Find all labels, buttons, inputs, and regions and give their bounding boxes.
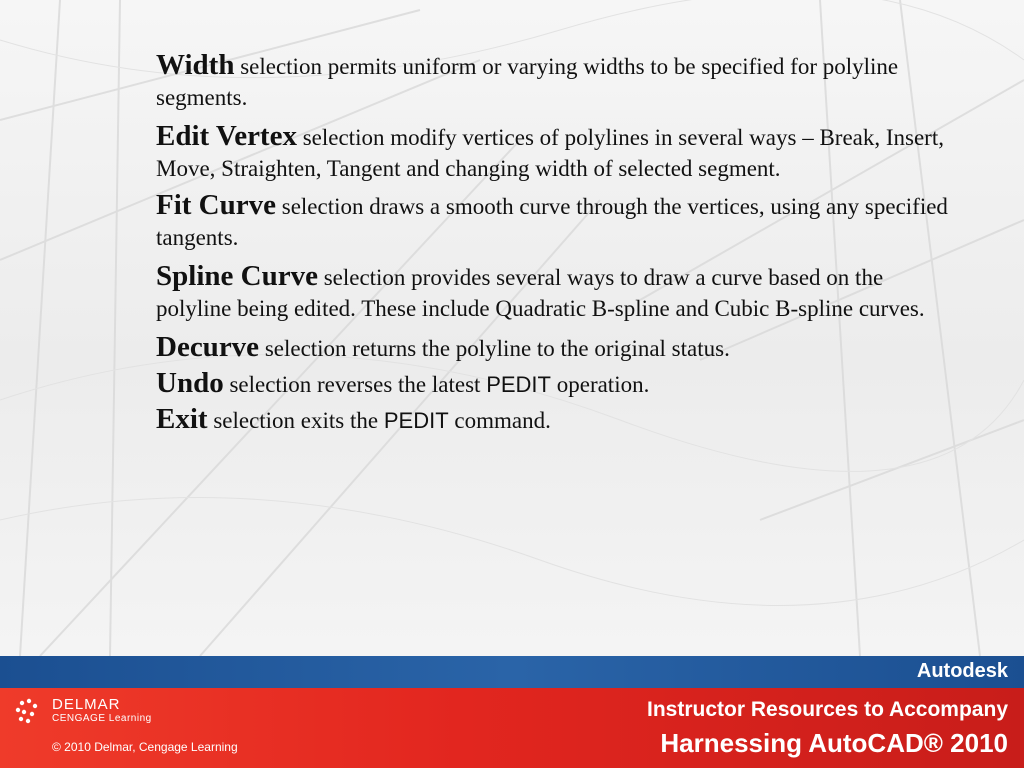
keyword-exit: Exit — [156, 403, 208, 435]
paragraph-fit-curve — [156, 190, 956, 253]
publisher-subtitle: CENGAGE Learning — [52, 713, 152, 724]
footer-blue-band — [0, 656, 1024, 688]
command-name: PEDIT — [383, 408, 449, 433]
paragraph-text: selection returns the polyline to the original status. — [259, 336, 730, 361]
footer-title-line2: Harnessing AutoCAD® 2010 — [660, 728, 1008, 758]
paragraph-text: selection exits the — [207, 408, 384, 433]
command-name: PEDIT — [486, 372, 551, 397]
slide-body — [156, 50, 956, 436]
keyword-fit-curve: Fit Curve — [156, 189, 276, 221]
paragraph-text: selection provides several ways to draw a curve based on the polyline being edited. These include Quadratic B-spline and Cubic B-spline curves. — [156, 265, 925, 321]
paragraph-text: selection modify vertices of polylines in several ways – Break, Insert, Move, Straighten, Tangent and changing width of selected segment. — [156, 125, 944, 181]
paragraph-text: selection permits uniform or varying widths to be specified for polyline segments. — [156, 54, 899, 110]
paragraph-undo — [156, 368, 956, 400]
delmar-logo-icon — [14, 698, 44, 726]
keyword-undo: Undo — [156, 367, 224, 399]
publisher-name: DELMAR — [52, 696, 121, 713]
paragraph-spline-curve — [156, 261, 956, 324]
delmar-logo — [14, 696, 194, 730]
keyword-edit-vertex: Edit Vertex — [156, 120, 297, 152]
paragraph-text: command. — [448, 408, 551, 433]
paragraph-text: operation. — [550, 372, 650, 397]
keyword-spline-curve: Spline Curve — [156, 260, 318, 292]
paragraph-text: selection reverses the latest — [223, 372, 487, 397]
copyright-notice: © 2010 Delmar, Cengage Learning — [52, 740, 238, 754]
autodesk-brand: Autodesk — [916, 660, 1008, 682]
keyword-decurve: Decurve — [156, 331, 260, 363]
paragraph-edit-vertex — [156, 121, 956, 184]
keyword-width: Width — [156, 49, 235, 81]
paragraph-exit — [156, 404, 956, 436]
footer-title-line1: Instructor Resources to Accompany — [647, 698, 1008, 721]
paragraph-width — [156, 50, 956, 113]
paragraph-text: selection draws a smooth curve through the vertices, using any specified tangents. — [156, 194, 948, 250]
paragraph-decurve — [156, 332, 956, 364]
